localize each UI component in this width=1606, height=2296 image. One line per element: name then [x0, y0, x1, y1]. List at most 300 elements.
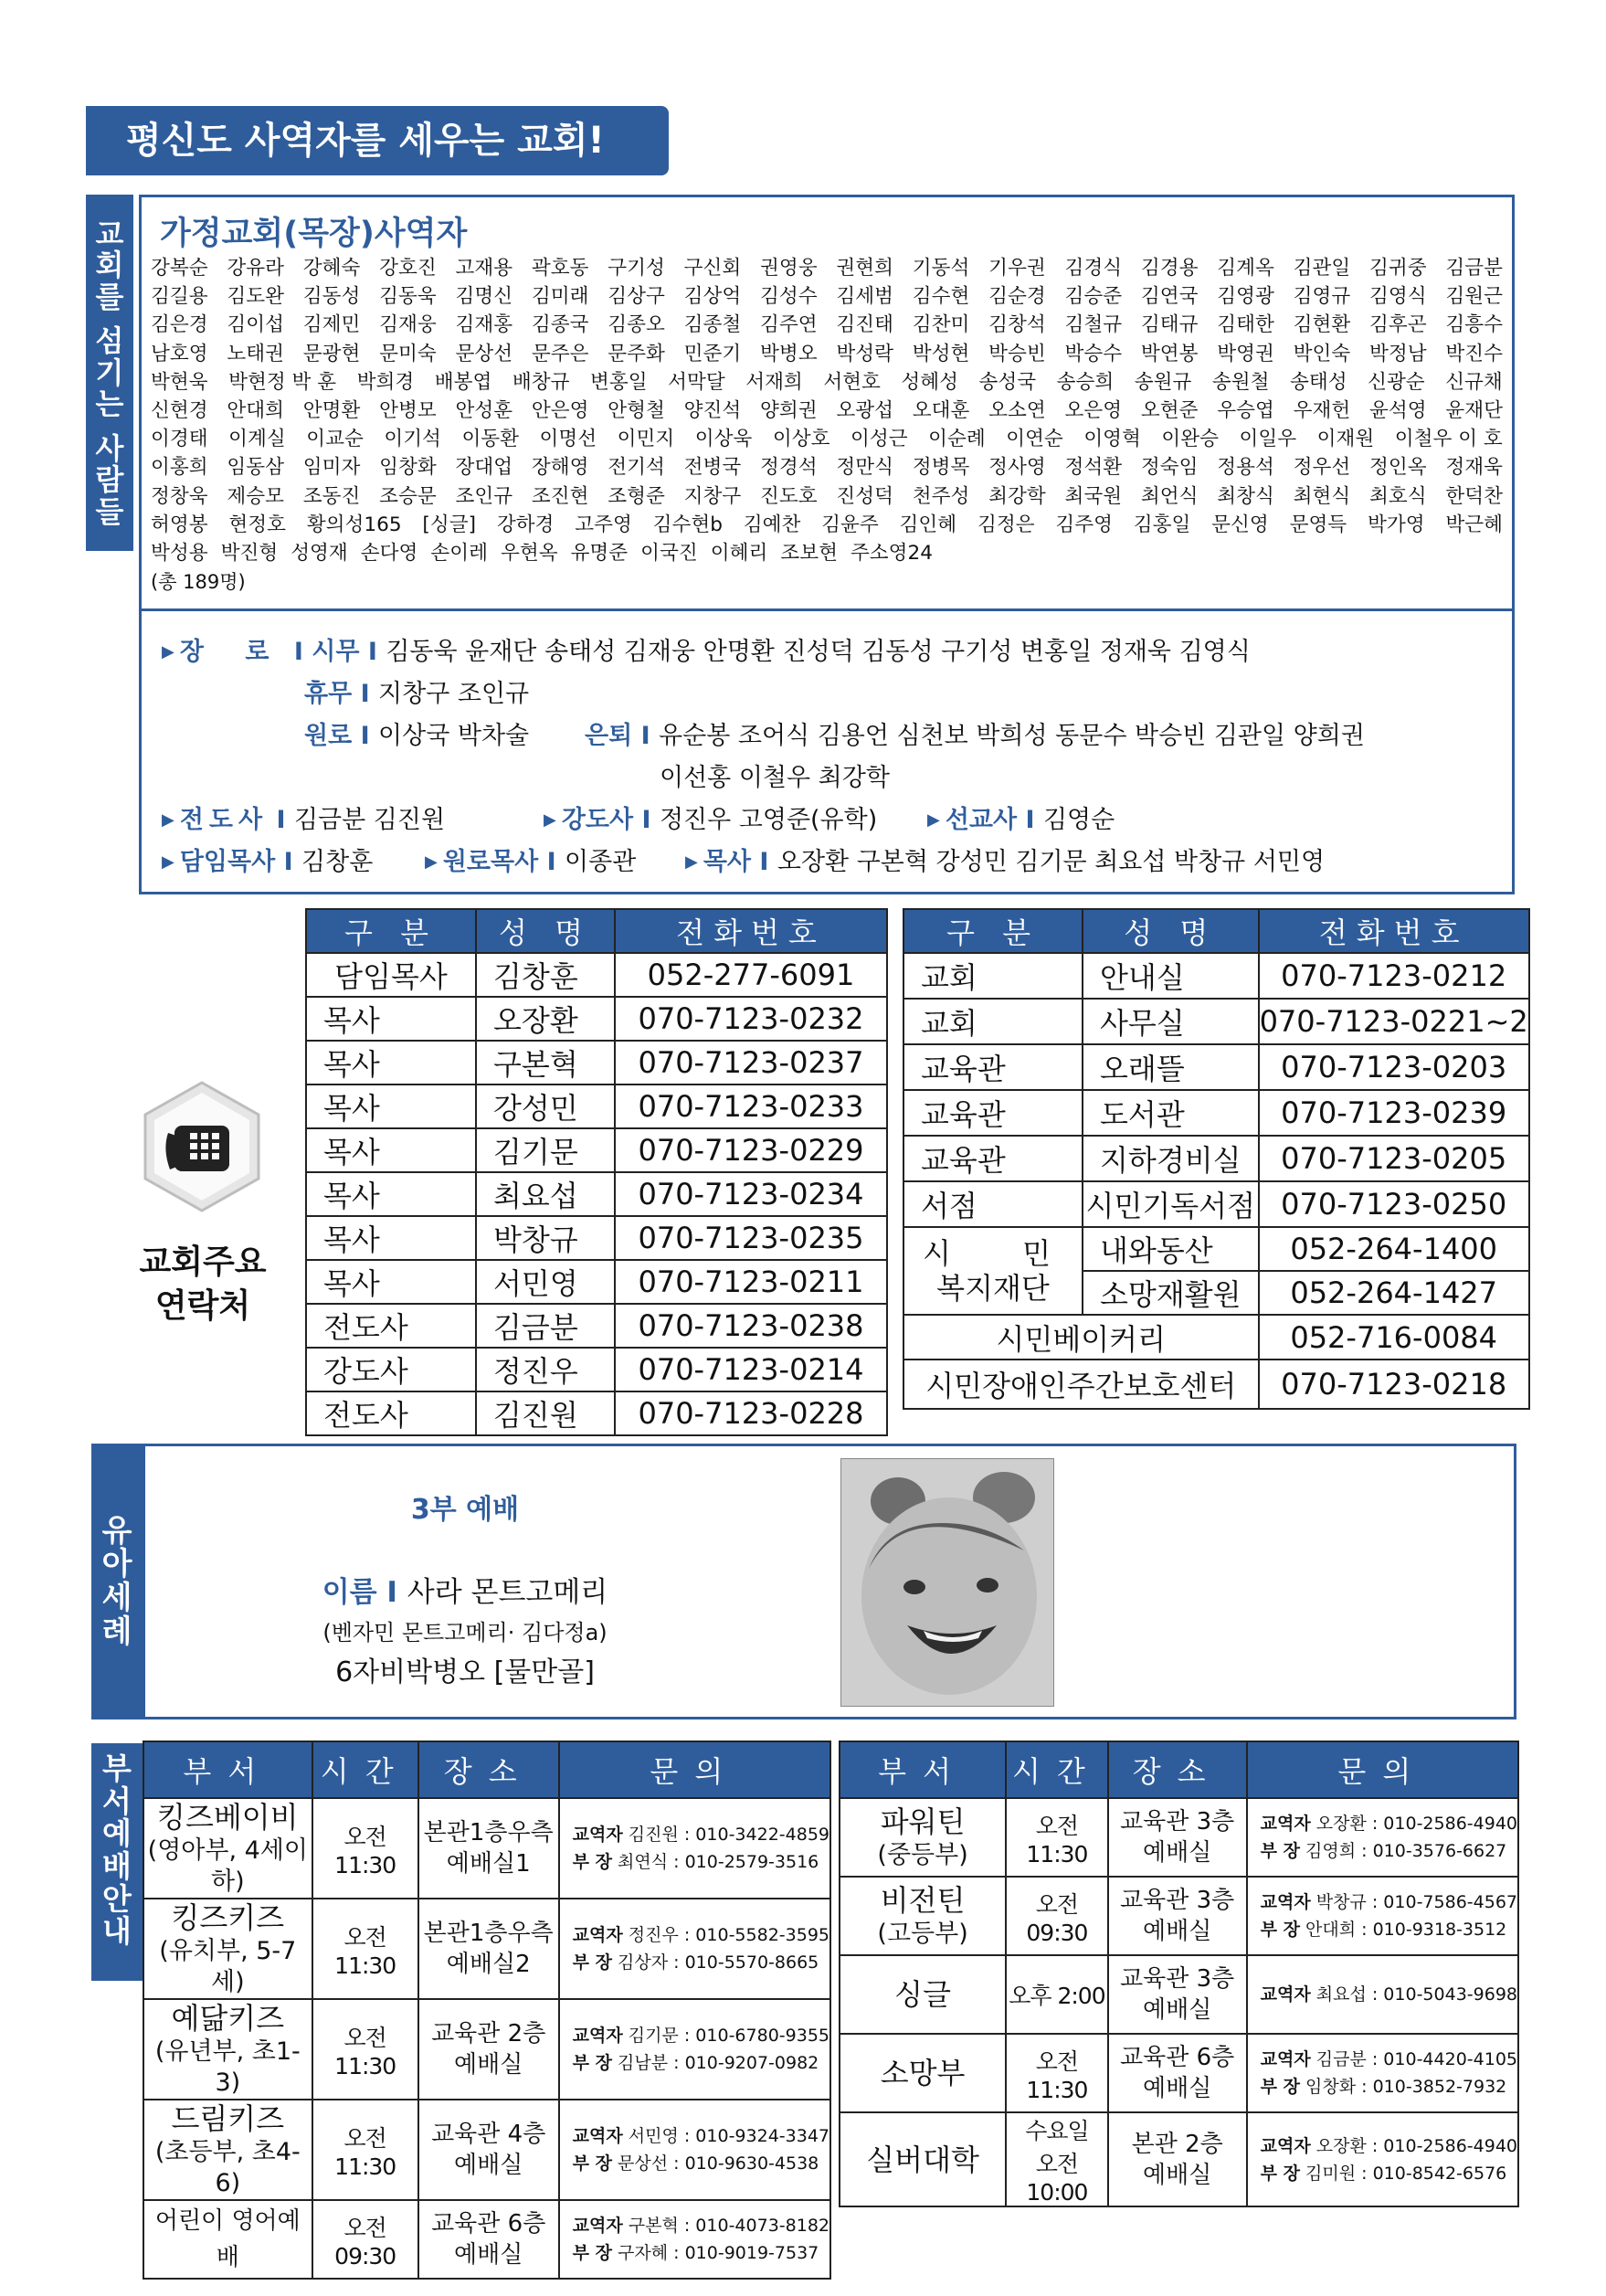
side-tab-baptism-text — [101, 1512, 132, 1650]
minister-name: 허영봉 — [151, 513, 208, 536]
minister-name: 강유라 — [227, 257, 284, 280]
table-row — [306, 953, 887, 997]
contact-line — [1261, 2160, 1517, 2187]
minister-name: 김예찬 — [743, 513, 801, 536]
department-time-cell — [1006, 2034, 1107, 2112]
facility-contact-table — [903, 908, 1530, 1410]
minister-name: 강호진 — [379, 257, 437, 280]
department-contact-cell — [1247, 1955, 1518, 2034]
department-place-room: 예배실1 — [446, 1850, 531, 1878]
minister-name: 김계옥 — [1217, 257, 1274, 280]
department-place-room: 예배실 — [454, 2152, 523, 2179]
minister-name: 성혜성 — [901, 370, 959, 394]
minister-total: (총 189명) — [151, 571, 246, 593]
staff-role: 목사 — [306, 1128, 476, 1172]
department-contact-cell — [559, 2200, 830, 2279]
minister-name: 정사영 — [988, 456, 1046, 480]
contact-role: 부 장 — [1260, 1920, 1300, 1940]
minister-name: 조동진 — [302, 484, 361, 508]
minister-name: 성영재 — [291, 542, 348, 566]
officer-row-missionary: ▶ 선교사 I 김영순 — [927, 806, 1115, 834]
minister-name: 조진현 — [531, 484, 589, 508]
contact-role: 부 장 — [572, 2243, 612, 2263]
minister-name: 김제민 — [302, 313, 361, 337]
minister-name: 서막달 — [668, 370, 725, 394]
department-contact-cell — [559, 1999, 830, 2100]
column-header: 문의 — [1247, 1741, 1518, 1798]
minister-name: 정우선 — [1293, 456, 1351, 480]
minister-name: 김재웅 — [379, 313, 437, 337]
minister-name: 김정은 — [977, 513, 1035, 536]
minister-name: 안대희 — [227, 399, 284, 423]
department-time-cell — [312, 1999, 418, 2100]
minister-name: 강복순 — [151, 257, 208, 280]
side-tab-char: 세 — [101, 1580, 132, 1616]
triangle-bullet-icon: ▶ — [162, 642, 174, 661]
contact-role: 교역자 — [572, 1925, 623, 1945]
minister-name: 박연봉 — [1140, 342, 1199, 365]
staff-name: 김기문 — [476, 1128, 615, 1172]
table-row — [306, 1216, 887, 1260]
minister-name: 정석환 — [1064, 456, 1123, 480]
minister-name: 강하경 — [496, 513, 555, 536]
contact-line — [573, 2212, 829, 2239]
preacher-label: 강도사 — [561, 806, 634, 834]
department-place-room: 예배실 — [454, 2241, 523, 2269]
facility-phone: 052-716-0084 — [1259, 1315, 1529, 1360]
department-time-cell — [312, 2200, 418, 2279]
staff-phone: 070-7123-0228 — [615, 1391, 887, 1435]
contact-role: 부 장 — [572, 2153, 612, 2174]
table-row — [903, 1181, 1529, 1227]
department-name: 킹즈키즈 — [171, 1900, 285, 1935]
department-sub: (유년부, 초1-3) — [154, 2037, 301, 2097]
minister-name: [싱글] — [422, 513, 476, 536]
column-header: 전화번호 — [615, 909, 887, 953]
department-time: 오전 09:30 — [334, 2214, 396, 2270]
minister-name: 우승엽 — [1217, 399, 1274, 423]
minister-name: 문상선 — [455, 342, 513, 365]
minister-name-line — [151, 368, 1503, 397]
missionary-label: 선교사 — [945, 806, 1018, 834]
department-place-cell — [1108, 1955, 1247, 2034]
minister-name: 김순경 — [988, 285, 1046, 309]
minister-name: 오소연 — [988, 399, 1046, 423]
baby-photo — [840, 1458, 1054, 1707]
minister-name: 구기성 — [608, 257, 665, 280]
minister-name: 조인규 — [455, 484, 513, 508]
minister-name: 손다영 — [360, 542, 418, 566]
baptism-service: 3부 예배 — [410, 1494, 520, 1526]
department-name-cell — [143, 2200, 312, 2279]
minister-name: 박진수 — [1445, 342, 1503, 365]
minister-name-line — [151, 511, 1503, 539]
minister-name: 천주성 — [912, 484, 970, 508]
side-tab-char: 들 — [95, 493, 124, 529]
facility-name: 오래뜰 — [1083, 1044, 1259, 1090]
minister-name: 노태권 — [227, 342, 284, 365]
minister-name-line — [151, 482, 1503, 511]
department-place: 교육관 3층 — [1120, 1965, 1235, 1993]
contact-role: 부 장 — [572, 2053, 612, 2073]
minister-name: 우재헌 — [1293, 399, 1351, 423]
minister-name: 김수현 — [912, 285, 970, 309]
contact-role: 교역자 — [1260, 1814, 1311, 1834]
department-time: 오전 11:30 — [334, 2024, 396, 2079]
department-place: 교육관 4층 — [431, 2121, 546, 2148]
table-row — [903, 1044, 1529, 1090]
minister-name: 고주영 — [575, 513, 632, 536]
minister-name: 배창규 — [512, 370, 570, 394]
emeritus-pastor-label: 원로목사 — [442, 848, 539, 876]
emeritus-names: 이상국 박차술 — [378, 722, 530, 750]
contact-value: 안대희 : 010-9318-3512 — [1305, 1920, 1507, 1940]
contact-line — [573, 2150, 829, 2177]
minister-name: 송원철 — [1211, 370, 1270, 394]
department-place: 교육관 2층 — [431, 2020, 546, 2047]
staff-name: 김창훈 — [476, 953, 615, 997]
minister-name-line — [151, 397, 1503, 425]
side-tab-char: 내 — [102, 1913, 132, 1950]
minister-name: 현정호 — [228, 513, 286, 536]
baptism-box — [143, 1444, 1516, 1719]
minister-name: 김세범 — [836, 285, 893, 309]
minister-name: 이성근 — [850, 428, 908, 451]
staff-contact-table — [305, 908, 888, 1436]
elder-label: 장 로 — [179, 638, 286, 666]
minister-name: 한덕찬 — [1445, 484, 1503, 508]
staff-name: 박창규 — [476, 1216, 615, 1260]
minister-name: 문미숙 — [379, 342, 437, 365]
facility-phone: 070-7123-0218 — [1259, 1360, 1529, 1409]
minister-name: 신광순 — [1368, 370, 1425, 394]
minister-names — [151, 254, 1503, 567]
minister-name: 이경태 — [151, 428, 208, 451]
facility-name: 시민기독서점 — [1083, 1181, 1259, 1227]
retired-names-2: 이선홍 이철우 최강학 — [660, 764, 890, 792]
table-row — [840, 1877, 1518, 1955]
column-header: 장소 — [1108, 1741, 1247, 1798]
minister-name: 김귀중 — [1369, 257, 1427, 280]
minister-name-line — [151, 340, 1503, 368]
minister-name: 송승희 — [1056, 370, 1115, 394]
facility-group: 교육관 — [903, 1090, 1083, 1136]
minister-name: 안형철 — [608, 399, 665, 423]
minister-name: 조형준 — [608, 484, 665, 508]
minister-name: 조보현 — [780, 542, 838, 566]
minister-name: 박병오 — [760, 342, 818, 365]
department-time-cell — [1006, 1798, 1107, 1877]
minister-name: 문신영 — [1211, 513, 1269, 536]
minister-name: 정만식 — [836, 456, 893, 480]
minister-name: 구신회 — [683, 257, 742, 280]
department-name-cell — [840, 1877, 1006, 1955]
minister-name: 이순례 — [928, 428, 986, 451]
staff-name: 구본혁 — [476, 1041, 615, 1085]
emeritus-pastor-names: 이종관 — [565, 848, 637, 876]
contact-role: 교역자 — [572, 2026, 623, 2046]
minister-name-line — [151, 453, 1503, 481]
department-time: 수요일 — [1025, 2118, 1089, 2144]
department-name-cell — [143, 1899, 312, 1999]
minister-name: 문영득 — [1289, 513, 1347, 536]
contact-value: 김남분 : 010-9207-0982 — [618, 2053, 819, 2073]
department-place: 교육관 3층 — [1120, 1887, 1235, 1914]
officer-row-preacher: ▶ 강도사 I 정진우 고영준(유학) — [544, 806, 878, 834]
minister-name: 김길용 — [151, 285, 208, 309]
minister-name: 김동성 — [302, 285, 361, 309]
minister-name: 최창식 — [1217, 484, 1274, 508]
minister-name: 서현호 — [823, 370, 881, 394]
department-time-cell — [312, 1899, 418, 1999]
staff-phone: 052-277-6091 — [615, 953, 887, 997]
contact-value: 최연식 : 010-2579-3516 — [618, 1852, 819, 1872]
pastor-label: 목사 — [703, 848, 752, 876]
contact-value: 오장환 : 010-2586-4940 — [1315, 1814, 1517, 1834]
department-time-cell — [1006, 1877, 1107, 1955]
minister-name: 황의성165 — [306, 513, 402, 536]
facility-name: 시민베이커리 — [903, 1315, 1259, 1360]
serving-names: 김동욱 윤재단 송태성 김재웅 안명환 진성덕 김동성 구기성 변홍일 정재욱 김영식 — [386, 638, 1251, 666]
retired-names: 유순봉 조어식 김용언 심천보 박희성 동문수 박승빈 김관일 양희권 — [659, 722, 1365, 750]
minister-name: 김영규 — [1293, 285, 1351, 309]
table-header-row — [306, 909, 887, 953]
minister-name: 박정남 — [1369, 342, 1427, 365]
side-tab-servants-text — [96, 218, 124, 528]
column-header: 부서 — [143, 1741, 312, 1798]
contact-value: 김기문 : 010-6780-9355 — [628, 2026, 829, 2046]
staff-name: 최요섭 — [476, 1172, 615, 1216]
side-tab-char: 람 — [95, 462, 124, 498]
staff-name: 정진우 — [476, 1348, 615, 1391]
facility-phone: 052-264-1400 — [1259, 1227, 1529, 1271]
minister-name: 박승빈 — [988, 342, 1046, 365]
table-row — [840, 1955, 1518, 2034]
minister-name: 최강학 — [988, 484, 1046, 508]
facility-phone: 070-7123-0205 — [1259, 1136, 1529, 1181]
contact-line — [1261, 1981, 1517, 2008]
minister-name: 김승준 — [1064, 285, 1123, 309]
column-header: 성 명 — [1083, 909, 1259, 953]
minister-name: 진성덕 — [836, 484, 893, 508]
minister-name: 안은영 — [531, 399, 589, 423]
department-place-cell — [1108, 2034, 1247, 2112]
minister-name: 신현경 — [151, 399, 208, 423]
table-row — [306, 1128, 887, 1172]
triangle-bullet-icon: ▶ — [162, 852, 174, 872]
staff-role: 목사 — [306, 1085, 476, 1128]
minister-name: 김명신 — [455, 285, 513, 309]
department-place-room: 예배실 — [1142, 2161, 1212, 2189]
department-place-cell — [1108, 1877, 1247, 1955]
minister-name: 이일우 — [1239, 428, 1297, 451]
department-time-cell — [312, 1798, 418, 1899]
minister-name: 정재욱 — [1445, 456, 1503, 480]
staff-role: 목사 — [306, 1260, 476, 1304]
department-name: 실버대학 — [866, 2142, 979, 2177]
department-place-cell — [1108, 2112, 1247, 2206]
table-header-row — [143, 1741, 830, 1798]
minister-name: 박가영 — [1367, 513, 1425, 536]
phone-icon — [133, 1078, 270, 1215]
welfare-group-line2: 복지재단 — [936, 1271, 1050, 1306]
minister-name: 오대훈 — [912, 399, 970, 423]
minister-name: 신규채 — [1445, 370, 1503, 394]
minister-name: 오은영 — [1064, 399, 1123, 423]
minister-name: 박희경 — [356, 370, 415, 394]
facility-group: 교육관 — [903, 1136, 1083, 1181]
staff-role: 목사 — [306, 997, 476, 1041]
minister-name-line — [151, 539, 1503, 567]
table-row — [306, 1260, 887, 1304]
table-row — [903, 1227, 1529, 1271]
contact-value: 김진원 : 010-3422-4859 — [628, 1825, 829, 1845]
welfare-group-cell — [903, 1227, 1083, 1315]
minister-name: 정창욱 — [151, 484, 208, 508]
minister-name: 김금분 — [1445, 257, 1503, 280]
minister-name: 박근혜 — [1445, 513, 1503, 536]
contact-value: 오장환 : 010-2586-4940 — [1315, 2135, 1517, 2156]
evangelist-label: 전도사 — [179, 806, 269, 834]
minister-name: 이영혁 — [1083, 428, 1141, 451]
minister-name: 김진태 — [836, 313, 893, 337]
department-time-cell — [1006, 2112, 1107, 2206]
minister-name: 손이레 — [430, 542, 488, 566]
contact-value: 박창규 : 010-7586-4567 — [1315, 1892, 1517, 1912]
minister-name: 정병목 — [912, 456, 970, 480]
minister-name: 진도호 — [760, 484, 818, 508]
minister-name: 박승수 — [1064, 342, 1123, 365]
minister-name: 기동석 — [912, 257, 970, 280]
baptism-name: 사라 몬트고메리 — [407, 1576, 608, 1609]
department-name-cell — [840, 2112, 1006, 2206]
side-tab-char: 사 — [95, 430, 124, 466]
department-place-room: 예배실2 — [446, 1951, 531, 1978]
contact-line — [1261, 1889, 1517, 1916]
minister-name: 박성락 — [836, 342, 893, 365]
minister-name: 김창석 — [988, 313, 1046, 337]
department-name-cell — [840, 1798, 1006, 1877]
department-time: 오전 11:30 — [334, 1923, 396, 1979]
table-row — [903, 1090, 1529, 1136]
triangle-bullet-icon: ▶ — [162, 810, 174, 830]
table-row — [306, 1172, 887, 1216]
staff-phone: 070-7123-0232 — [615, 997, 887, 1041]
officer-row-rest: 휴무 I 지창구 조인규 — [304, 680, 530, 708]
rest-names: 지창구 조인규 — [378, 680, 530, 708]
contact-role: 부 장 — [1260, 2163, 1300, 2184]
table-row — [903, 953, 1529, 999]
table-header-row — [840, 1741, 1518, 1798]
contact-role: 교역자 — [1260, 2049, 1311, 2069]
department-sub: (고등부) — [877, 1920, 968, 1948]
department-name-cell — [143, 1999, 312, 2100]
minister-name: 김원근 — [1445, 285, 1503, 309]
minister-name: 지창구 — [683, 484, 742, 508]
page-banner: 평신도 사역자를 세우는 교회! — [86, 106, 669, 175]
contact-line — [573, 1821, 829, 1848]
contact-role: 교역자 — [1260, 2135, 1311, 2156]
officer-row-retired: 은퇴 I 유순봉 조어식 김용언 심천보 박희성 동문수 박승빈 김관일 양희권 — [585, 722, 1365, 750]
minister-name: 이연순 — [1006, 428, 1063, 451]
triangle-bullet-icon: ▶ — [927, 810, 940, 830]
ministry-title: 가정교회(목장)사역자 — [160, 216, 468, 252]
side-tab-char: 회 — [95, 248, 124, 283]
department-place-room: 예배실 — [1142, 1839, 1212, 1867]
minister-name: 양진석 — [683, 399, 742, 423]
side-tab-char: 섬 — [95, 323, 124, 359]
staff-phone: 070-7123-0211 — [615, 1260, 887, 1304]
minister-name: 정경석 — [760, 456, 818, 480]
department-time-2: 오전 10:00 — [1026, 2151, 1088, 2206]
department-place: 교육관 6층 — [1120, 2044, 1235, 2071]
staff-role: 목사 — [306, 1172, 476, 1216]
department-place-cell — [418, 2100, 559, 2200]
contact-line — [1261, 1837, 1517, 1865]
contact-value: 서민영 : 010-9324-3347 — [628, 2126, 829, 2146]
minister-name: 임미자 — [302, 456, 361, 480]
column-header: 시간 — [312, 1741, 418, 1798]
senior-pastor-names: 김창훈 — [301, 848, 374, 876]
side-tab-char: 배 — [102, 1847, 132, 1884]
staff-name: 서민영 — [476, 1260, 615, 1304]
minister-name: 박성용 — [151, 542, 208, 566]
minister-name-line — [151, 254, 1503, 282]
column-header: 성 명 — [476, 909, 615, 953]
department-time-cell — [312, 2100, 418, 2200]
department-contact-cell — [559, 1899, 830, 1999]
minister-name-line — [151, 282, 1503, 311]
department-name: 킹즈베이비 — [157, 1800, 299, 1835]
side-tab-char: 를 — [95, 279, 124, 314]
minister-name: 서재희 — [745, 370, 803, 394]
department-name: 어린이 영어예배 — [154, 2207, 301, 2271]
table-row — [306, 1085, 887, 1128]
contact-value: 문상선 : 010-9630-4538 — [618, 2153, 819, 2174]
minister-name: 오광섭 — [836, 399, 893, 423]
side-tab-char: 기 — [95, 354, 124, 390]
minister-name: 박현정 박 훈 — [228, 370, 337, 394]
minister-name: 김상구 — [608, 285, 665, 309]
department-sub: (유치부, 5-7세) — [159, 1937, 297, 1996]
department-name-cell — [840, 1955, 1006, 2034]
minister-name: 남호영 — [151, 342, 208, 365]
minister-name: 주소영24 — [850, 542, 933, 566]
minister-name: 김성수 — [760, 285, 818, 309]
facility-name: 소망재활원 — [1083, 1271, 1259, 1315]
triangle-bullet-icon: ▶ — [544, 810, 556, 830]
department-place: 본관1층우측 — [423, 1920, 554, 1947]
minister-name: 최현식 — [1293, 484, 1351, 508]
minister-name: 김연국 — [1140, 285, 1199, 309]
minister-name: 김철규 — [1064, 313, 1123, 337]
staff-role: 전도사 — [306, 1391, 476, 1435]
contact-value: 김금분 : 010-4420-4105 — [1315, 2049, 1517, 2069]
side-tab-char: 교 — [95, 216, 124, 251]
minister-name: 고재용 — [455, 257, 513, 280]
minister-name: 오현준 — [1140, 399, 1199, 423]
minister-name: 이재원 — [1316, 428, 1375, 451]
facility-name: 내와동산 — [1083, 1227, 1259, 1271]
table-header-row — [903, 909, 1529, 953]
minister-name: 김미래 — [531, 285, 589, 309]
facility-name: 지하경비실 — [1083, 1136, 1259, 1181]
side-tab-char: 례 — [101, 1613, 132, 1650]
minister-name: 장해영 — [531, 456, 589, 480]
contact-line — [1261, 2073, 1517, 2100]
contact-line — [1261, 1916, 1517, 1943]
table-row — [306, 1348, 887, 1391]
